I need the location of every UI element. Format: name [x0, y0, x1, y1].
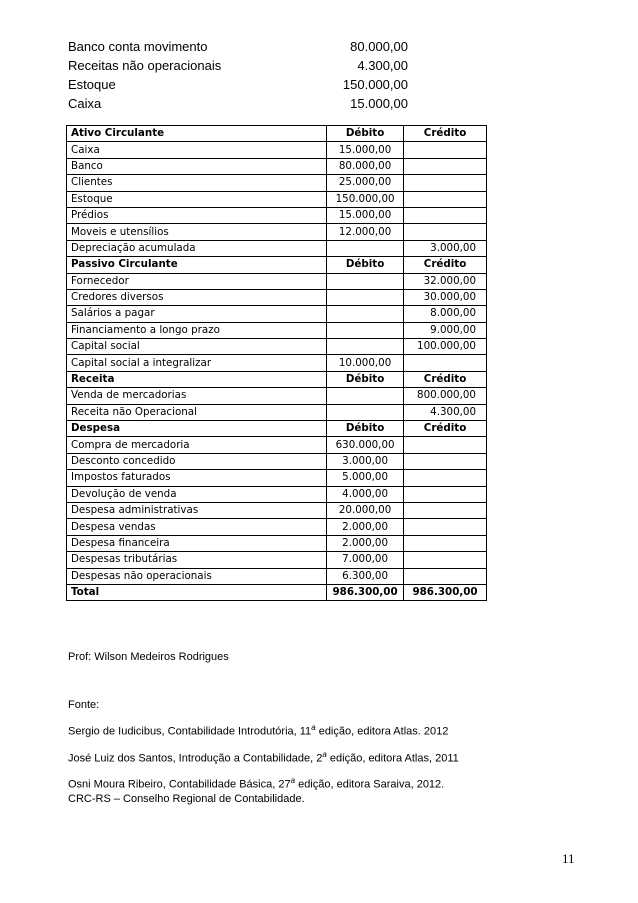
- table-row: [67, 437, 487, 453]
- account-name-cell: Moveis e utensílios: [67, 224, 327, 240]
- table-row: [67, 388, 487, 404]
- account-name-cell: Receita: [67, 371, 327, 387]
- debit-cell: [327, 240, 404, 256]
- credit-cell: 3.000,00: [404, 240, 487, 256]
- account-name-cell: Total: [67, 584, 327, 600]
- debit-cell: 7.000,00: [327, 552, 404, 568]
- account-name-cell: Passivo Circulante: [67, 257, 327, 273]
- summary-label: Receitas não operacionais: [68, 58, 222, 73]
- debit-cell: 2.000,00: [327, 519, 404, 535]
- table-row: [67, 470, 487, 486]
- summary-value: 150.000,00: [342, 77, 408, 92]
- table-row: [67, 273, 487, 289]
- table-row: [67, 552, 487, 568]
- credit-cell: [404, 519, 487, 535]
- table-row: [67, 158, 487, 174]
- account-name-cell: Despesa administrativas: [67, 502, 327, 518]
- credit-cell: 30.000,00: [404, 289, 487, 305]
- credit-cell: [404, 191, 487, 207]
- summary-label: Banco conta movimento: [68, 39, 208, 54]
- account-name-cell: Despesas tributárias: [67, 552, 327, 568]
- table-row: [67, 568, 487, 584]
- credit-cell: Crédito: [404, 371, 487, 387]
- credit-cell: [404, 486, 487, 502]
- account-name-cell: Depreciação acumulada: [67, 240, 327, 256]
- table-section-header: [67, 257, 487, 273]
- credit-cell: 32.000,00: [404, 273, 487, 289]
- debit-cell: 630.000,00: [327, 437, 404, 453]
- credit-cell: 9.000,00: [404, 322, 487, 338]
- table-row: [67, 355, 487, 371]
- account-name-cell: Credores diversos: [67, 289, 327, 305]
- credit-cell: 800.000,00: [404, 388, 487, 404]
- account-name-cell: Capital social: [67, 339, 327, 355]
- debit-cell: 986.300,00: [327, 584, 404, 600]
- summary-row: [68, 75, 408, 94]
- credit-cell: Crédito: [404, 257, 487, 273]
- debit-cell: [327, 273, 404, 289]
- credit-cell: 100.000,00: [404, 339, 487, 355]
- table-row: [67, 142, 487, 158]
- account-name-cell: Caixa: [67, 142, 327, 158]
- credit-cell: [404, 568, 487, 584]
- credit-cell: Crédito: [404, 126, 487, 142]
- account-name-cell: Fornecedor: [67, 273, 327, 289]
- debit-cell: 12.000,00: [327, 224, 404, 240]
- summary-row: [68, 94, 408, 113]
- table-row: [67, 339, 487, 355]
- credit-cell: Crédito: [404, 421, 487, 437]
- credit-cell: [404, 224, 487, 240]
- account-name-cell: Compra de mercadoria: [67, 437, 327, 453]
- debit-cell: 25.000,00: [327, 175, 404, 191]
- debit-cell: 15.000,00: [327, 142, 404, 158]
- table-row: [67, 322, 487, 338]
- debit-cell: 2.000,00: [327, 535, 404, 551]
- account-name-cell: Prédios: [67, 207, 327, 223]
- debit-cell: 3.000,00: [327, 453, 404, 469]
- table-row: [67, 306, 487, 322]
- table-row: [67, 207, 487, 223]
- credit-cell: [404, 175, 487, 191]
- trial-balance-table: [66, 125, 487, 601]
- account-name-cell: Clientes: [67, 175, 327, 191]
- account-name-cell: Receita não Operacional: [67, 404, 327, 420]
- debit-cell: [327, 289, 404, 305]
- table-section-header: [67, 584, 487, 600]
- table-row: [67, 224, 487, 240]
- credit-cell: 986.300,00: [404, 584, 487, 600]
- table-section-header: [67, 126, 487, 142]
- debit-cell: Débito: [327, 421, 404, 437]
- table-row: [67, 519, 487, 535]
- account-name-cell: Despesas não operacionais: [67, 568, 327, 584]
- debit-cell: 150.000,00: [327, 191, 404, 207]
- debit-cell: 10.000,00: [327, 355, 404, 371]
- credit-cell: [404, 453, 487, 469]
- debit-cell: 6.300,00: [327, 568, 404, 584]
- summary-label: Caixa: [68, 96, 102, 111]
- debit-cell: [327, 322, 404, 338]
- debit-cell: Débito: [327, 371, 404, 387]
- account-name-cell: Financiamento a longo prazo: [67, 322, 327, 338]
- credit-cell: [404, 535, 487, 551]
- table-row: [67, 289, 487, 305]
- account-summary-list: [68, 37, 408, 113]
- account-name-cell: Salários a pagar: [67, 306, 327, 322]
- credit-cell: [404, 470, 487, 486]
- credit-cell: [404, 502, 487, 518]
- credit-cell: [404, 355, 487, 371]
- debit-cell: Débito: [327, 257, 404, 273]
- credit-cell: [404, 142, 487, 158]
- table-section-header: [67, 371, 487, 387]
- table-row: [67, 535, 487, 551]
- account-name-cell: Despesa: [67, 421, 327, 437]
- credit-cell: [404, 207, 487, 223]
- debit-cell: Débito: [327, 126, 404, 142]
- debit-cell: 4.000,00: [327, 486, 404, 502]
- table-row: [67, 175, 487, 191]
- account-name-cell: Devolução de venda: [67, 486, 327, 502]
- account-name-cell: Capital social a integralizar: [67, 355, 327, 371]
- account-name-cell: Venda de mercadorias: [67, 388, 327, 404]
- account-name-cell: Ativo Circulante: [67, 126, 327, 142]
- credit-cell: [404, 437, 487, 453]
- debit-cell: 5.000,00: [327, 470, 404, 486]
- summary-value: 15.000,00: [350, 96, 408, 111]
- debit-cell: [327, 388, 404, 404]
- account-name-cell: Impostos faturados: [67, 470, 327, 486]
- credit-cell: 4.300,00: [404, 404, 487, 420]
- table-row: [67, 502, 487, 518]
- account-name-cell: Estoque: [67, 191, 327, 207]
- debit-cell: 80.000,00: [327, 158, 404, 174]
- credit-cell: [404, 158, 487, 174]
- summary-value: 80.000,00: [350, 39, 408, 54]
- debit-cell: [327, 404, 404, 420]
- source-reference: Osni Moura Ribeiro, Contabilidade Básica, 27$^a$ edição, editora Saraiva, 2012.: [68, 776, 445, 791]
- debit-cell: [327, 339, 404, 355]
- table-section-header: [67, 421, 487, 437]
- table-row: [67, 404, 487, 420]
- table-row: [67, 453, 487, 469]
- credit-cell: [404, 552, 487, 568]
- account-name-cell: Banco: [67, 158, 327, 174]
- table-row: [67, 486, 487, 502]
- summary-row: [68, 37, 408, 56]
- account-name-cell: Despesa financeira: [67, 535, 327, 551]
- sources-label: Fonte:: [68, 699, 100, 711]
- debit-cell: 15.000,00: [327, 207, 404, 223]
- credit-cell: 8.000,00: [404, 306, 487, 322]
- debit-cell: 20.000,00: [327, 502, 404, 518]
- sources-block: [68, 698, 459, 815]
- summary-label: Estoque: [68, 77, 116, 92]
- debit-cell: [327, 306, 404, 322]
- table-row: [67, 191, 487, 207]
- source-reference: CRC-RS – Conselho Regional de Contabilidade.: [68, 792, 305, 805]
- source-reference: Sergio de Iudicibus, Contabilidade Introdutória, 11$^a$ edição, editora Atlas. 2012: [68, 723, 449, 738]
- account-name-cell: Despesa vendas: [67, 519, 327, 535]
- author-credit: Prof: Wilson Medeiros Rodrigues: [68, 651, 229, 663]
- account-name-cell: Desconto concedido: [67, 453, 327, 469]
- summary-row: [68, 56, 408, 75]
- source-reference: José Luiz dos Santos, Introdução a Contabilidade, 2$^a$ edição, editora Atlas, 2011: [68, 749, 459, 765]
- summary-value: 4.300,00: [357, 58, 408, 73]
- table-row: [67, 240, 487, 256]
- page-number: 11: [562, 851, 575, 866]
